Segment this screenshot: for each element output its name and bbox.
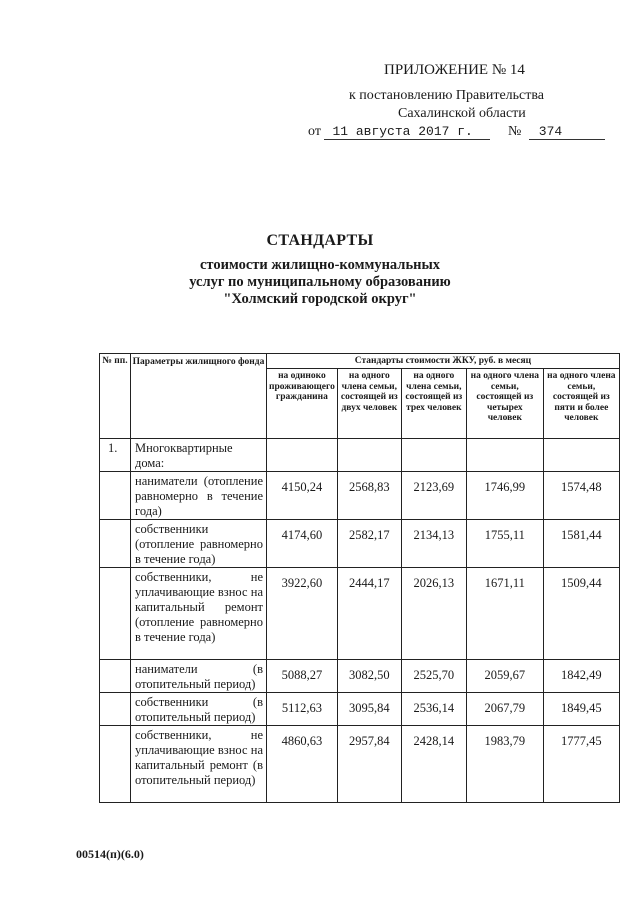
- subtitle-line2: услуг по муниципальному образованию: [189, 274, 451, 290]
- table-row: [100, 520, 620, 568]
- cell-value: 2428,14: [401, 726, 466, 803]
- subcol-single: на одиноко проживающего гражданина: [267, 369, 338, 439]
- form-code: 00514(п)(6.0): [76, 847, 144, 861]
- cell-value: 2568,83: [337, 472, 401, 520]
- table-header-row: [100, 354, 620, 369]
- cell-value: 2134,13: [401, 520, 466, 568]
- cell-value: 2536,14: [401, 693, 466, 726]
- cell-value: 2026,13: [401, 568, 466, 660]
- document-subtitle: [0, 257, 640, 308]
- section-label: Многоквартирные дома:: [131, 439, 267, 472]
- subcol-four: на одного члена семьи, состоящей из четырех человек: [466, 369, 543, 439]
- header-col-group: Стандарты стоимости ЖКУ, руб. в месяц: [267, 354, 620, 369]
- row-label: собственники (в отопительный период): [131, 693, 267, 726]
- appendix-line1: к постановлению Правительства: [349, 88, 545, 103]
- subtitle-line3: "Холмский городской округ": [223, 291, 417, 307]
- cell-value: 3922,60: [267, 568, 338, 660]
- cell-value: 2123,69: [401, 472, 466, 520]
- cell-value: 2957,84: [337, 726, 401, 803]
- table-row: [100, 726, 620, 803]
- row-label: наниматели (в отопительный период): [131, 660, 267, 693]
- cell-value: 1581,44: [543, 520, 619, 568]
- row-label: собственники (отопление равномерно в течение года): [131, 520, 267, 568]
- row-label: наниматели (отопление равномерно в течение года): [131, 472, 267, 520]
- cell-value: 1777,45: [543, 726, 619, 803]
- cell-value: 2444,17: [337, 568, 401, 660]
- subcol-three: на одного члена семьи, состоящей из трех человек: [401, 369, 466, 439]
- table-row: [100, 660, 620, 693]
- subcol-five-plus: на одного члена семьи, состоящей из пяти и более человек: [543, 369, 619, 439]
- cell-value: 1574,48: [543, 472, 619, 520]
- document-title: СТАНДАРТЫ: [266, 232, 374, 249]
- appendix-line2: Сахалинской области: [398, 106, 526, 121]
- cell-value: 1849,45: [543, 693, 619, 726]
- cell-value: 3082,50: [337, 660, 401, 693]
- cell-value: 3095,84: [337, 693, 401, 726]
- cell-value: 1509,44: [543, 568, 619, 660]
- section-number: 1.: [100, 439, 131, 472]
- cell-value: 1842,49: [543, 660, 619, 693]
- row-label: собственники, не уплачивающие взнос на капитальный ремонт (отопление равномерно в течение года): [131, 568, 267, 660]
- cell-value: 4174,60: [267, 520, 338, 568]
- cell-value: 5088,27: [267, 660, 338, 693]
- table-row: [100, 568, 620, 660]
- header-col-params: Параметры жилищного фонда: [131, 354, 267, 439]
- cell-value: 2059,67: [466, 660, 543, 693]
- cell-value: 1755,11: [466, 520, 543, 568]
- number-label: №: [507, 124, 522, 139]
- standards-table: [99, 353, 620, 803]
- table-row: [100, 472, 620, 520]
- header-col-no: № пп.: [100, 354, 131, 439]
- cell-value: 4150,24: [267, 472, 338, 520]
- subcol-two: на одного члена семьи, состоящей из двух человек: [337, 369, 401, 439]
- appendix-title: ПРИЛОЖЕНИЕ № 14: [384, 62, 525, 78]
- cell-value: 1746,99: [466, 472, 543, 520]
- decree-date: 11 августа 2017 г.: [324, 124, 490, 140]
- table-section-row: [100, 439, 620, 472]
- cell-value: 1983,79: [466, 726, 543, 803]
- subtitle-line1: стоимости жилищно-коммунальных: [199, 257, 441, 273]
- cell-value: 5112,63: [267, 693, 338, 726]
- from-label: от: [308, 124, 321, 139]
- decree-number: 374: [529, 124, 605, 140]
- row-label: собственники, не уплачивающие взнос на капитальный ремонт (в отопительный период): [131, 726, 267, 803]
- cell-value: 2582,17: [337, 520, 401, 568]
- cell-value: 2525,70: [401, 660, 466, 693]
- cell-value: 1671,11: [466, 568, 543, 660]
- table-row: [100, 693, 620, 726]
- cell-value: 4860,63: [267, 726, 338, 803]
- appendix-date-line: [308, 124, 605, 140]
- cell-value: 2067,79: [466, 693, 543, 726]
